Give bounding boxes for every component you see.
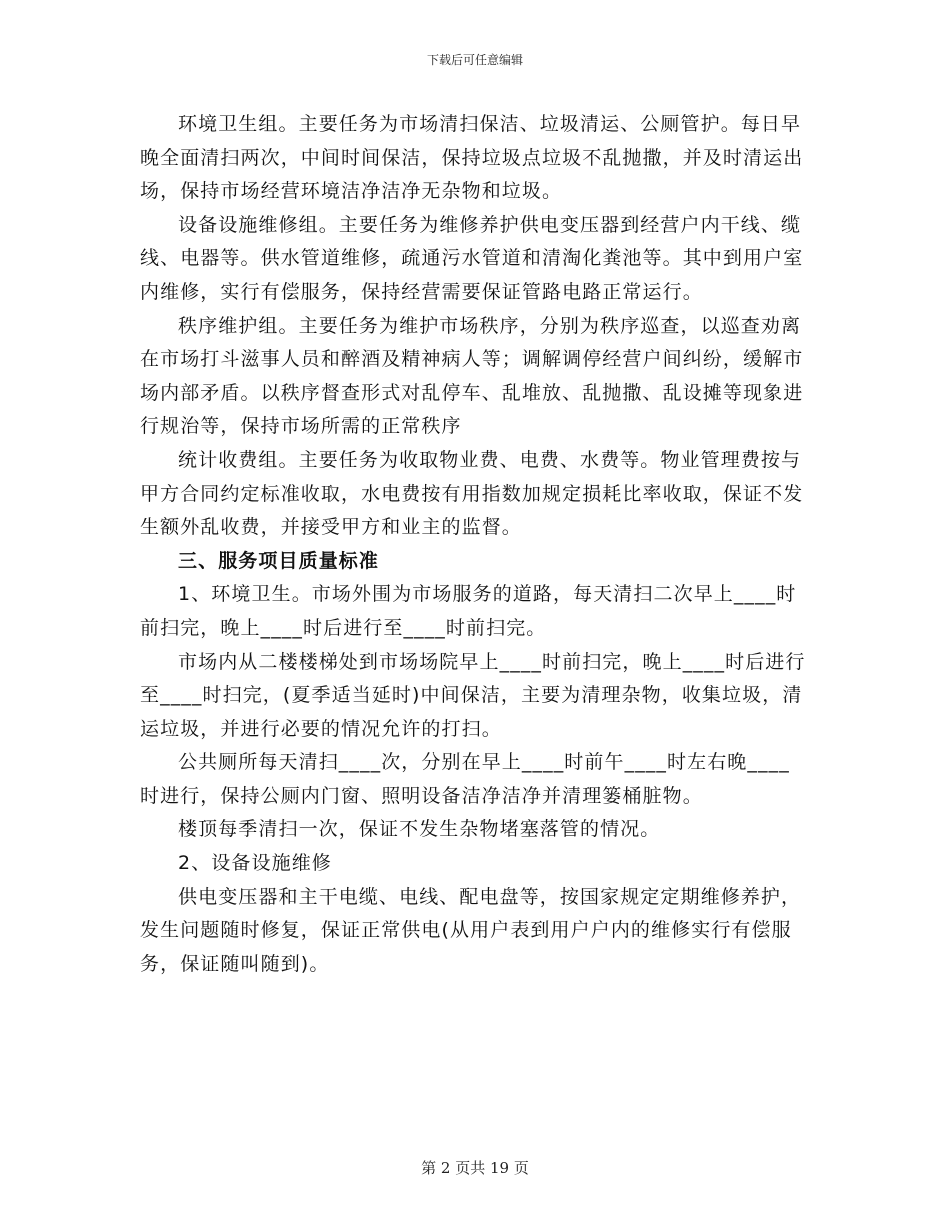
paragraph-sanitation-standard: 1、环境卫生。市场外围为市场服务的道路，每天清扫二次早上____时前扫完，晚上____时后进行至____时前扫完。 [140, 583, 797, 639]
subheading-equipment-maintenance: 2、设备设施维修 [178, 852, 332, 875]
page-number: 第 2 页共 19 页 [421, 1159, 529, 1177]
paragraph-sanitation-team: 环境卫生组。主要任务为市场清扫保洁、垃圾清运、公厕管护。每日早晚全面清扫两次，中间时间保洁，保持垃圾点垃圾不乱抛撒，并及时清运出场，保持市场经营环境洁净洁净无杂物和垃圾。 [140, 113, 804, 203]
paragraph-billing-team: 统计收费组。主要任务为收取物业费、电费、水费等。物业管理费按与甲方合同约定标准收取，水电费按有用指数加规定损耗比率收取，保证不发生额外乱收费，并接受甲方和业主的监督。 [140, 448, 804, 539]
paragraph-maintenance-team: 设备设施维修组。主要任务为维修养护供电变压器到经营户内干线、缆线、电器等。供水管道维修，疏通污水管道和清淘化粪池等。其中到用户室内维修，实行有偿服务，保持经营需要保证管路电路正常运行。 [140, 213, 804, 303]
page-header: 下载后可任意编辑 [426, 53, 523, 67]
paragraph-power-supply: 供电变压器和主干电缆、电线、配电盘等，按国家规定定期维修养护，发生问题随时修复，保证正常供电(从用户表到用户户内的维修实行有偿服务，保证随叫随到)。 [140, 885, 802, 975]
paragraph-public-toilet: 公共厕所每天清扫____次，分别在早上____时前午____时左右晚____时进行，保持公厕内门窗、照明设备洁净洁净并清理篓桶脏物。 [140, 751, 790, 807]
paragraph-order-team: 秩序维护组。主要任务为维护市场秩序，分别为秩序巡查，以巡查劝离在市场打斗滋事人员和醉酒及精神病人等；调解调停经营户间纠纷，缓解市场内部矛盾。以秩序督查形式对乱停车、乱堆放、乱抛撒、乱设摊等现象进行规治等，保持市场所需的正常秩序 [140, 314, 804, 438]
paragraph-roof-cleaning: 楼顶每季清扫一次，保证不发生杂物堵塞落管的情况。 [178, 818, 661, 841]
section-heading-quality-standards: 三、服务项目质量标准 [178, 549, 380, 572]
document-body [140, 108, 808, 981]
paragraph-indoor-cleaning: 市场内从二楼楼梯处到市场场院早上____时前扫完，晚上____时后进行至____时扫完，(夏季适当延时)中间保洁，主要为清理杂物，收集垃圾，清运垃圾，并进行必要的情况允许的打扫。 [140, 650, 806, 740]
